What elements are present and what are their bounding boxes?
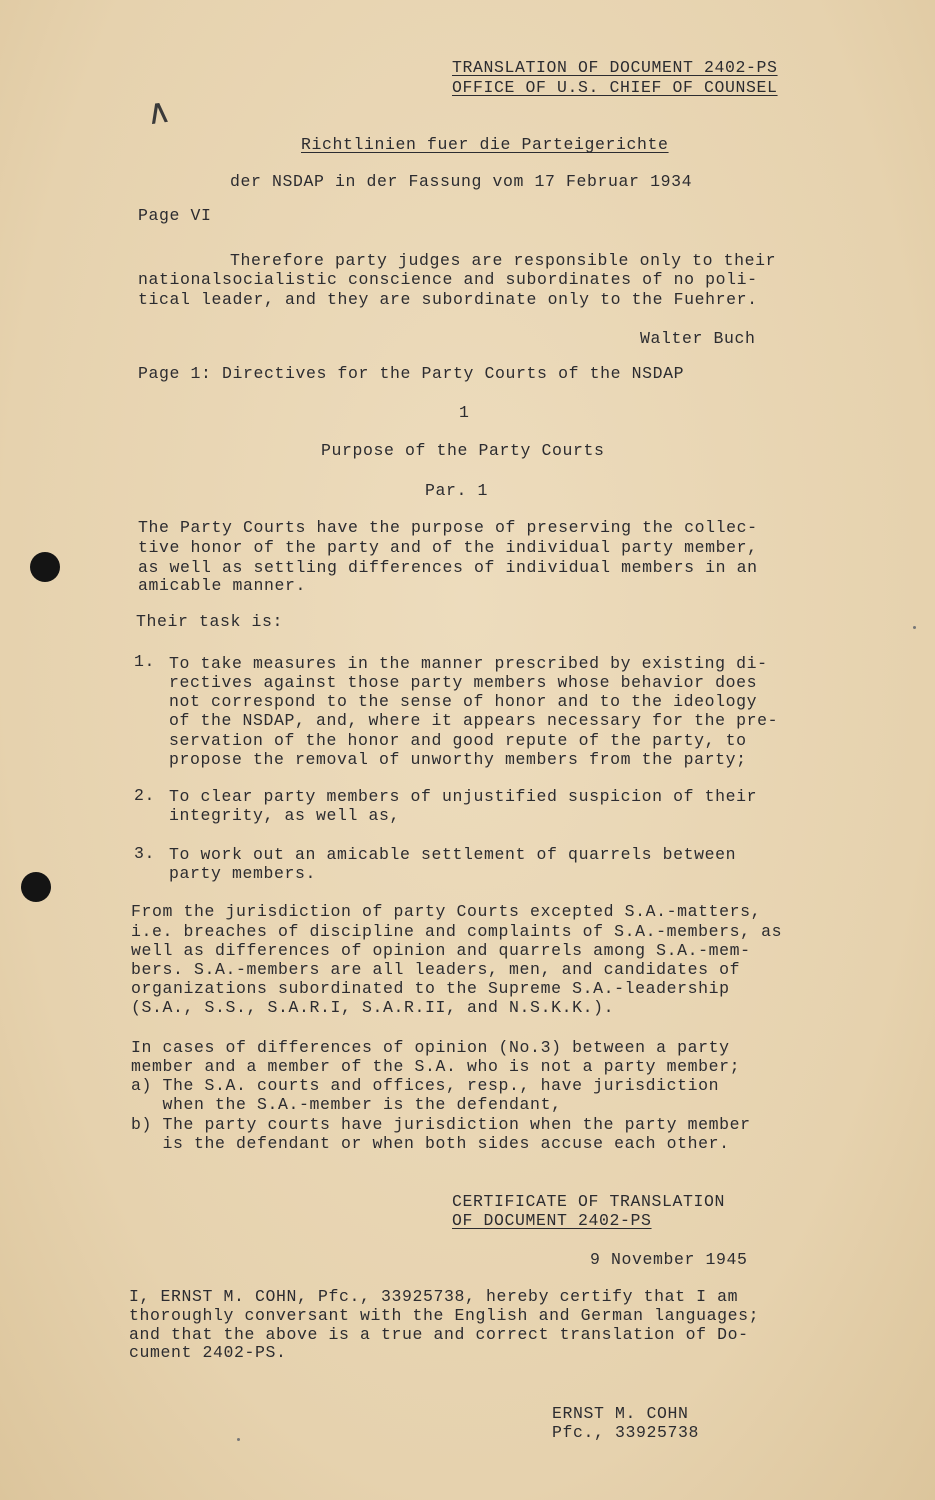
signer-rank: Pfc., 33925738 xyxy=(552,1423,700,1442)
body-line: as well as settling differences of individual members in an xyxy=(138,558,758,577)
body-line: From the jurisdiction of party Courts excepted S.A.-matters, xyxy=(131,902,762,921)
list-item-line: To work out an amicable settlement of quarrels between xyxy=(169,845,737,864)
certificate-line: thoroughly conversant with the English and German languages; xyxy=(129,1306,760,1325)
punch-hole-top xyxy=(30,552,60,582)
speck xyxy=(237,1438,240,1441)
body-line: organizations subordinated to the Supreme S.A.-leadership xyxy=(131,979,730,998)
list-item-line: propose the removal of unworthy members from the party; xyxy=(169,750,747,769)
list-item-line: servation of the honor and good repute of the party, to xyxy=(169,731,747,750)
list-item-line: To take measures in the manner prescribed by existing di- xyxy=(169,654,768,673)
paragraph-number: Par. 1 xyxy=(425,481,489,500)
list-item-number: 1. xyxy=(134,652,156,671)
body-line: tive honor of the party and of the individual party member, xyxy=(138,538,758,557)
header-line-2: OFFICE OF U.S. CHIEF OF COUNSEL xyxy=(452,78,778,97)
certificate-heading-2: OF DOCUMENT 2402-PS xyxy=(452,1211,652,1230)
signer-name: ERNST M. COHN xyxy=(552,1404,689,1423)
body-line: amicable manner. xyxy=(138,576,307,595)
signature-name: Walter Buch xyxy=(640,329,756,348)
paragraph-line: tical leader, and they are subordinate only to the Fuehrer. xyxy=(138,290,758,309)
handwritten-mark: ∧ xyxy=(143,90,174,134)
body-line: a) The S.A. courts and offices, resp., have jurisdiction xyxy=(131,1076,720,1095)
punch-hole-bottom xyxy=(21,872,51,902)
body-line: bers. S.A.-members are all leaders, men, and candidates of xyxy=(131,960,741,979)
list-item-line: integrity, as well as, xyxy=(169,806,401,825)
section-title: Purpose of the Party Courts xyxy=(321,441,605,460)
page-heading: Page 1: Directives for the Party Courts of the NSDAP xyxy=(138,364,685,383)
header-line-1: TRANSLATION OF DOCUMENT 2402-PS xyxy=(452,58,778,77)
certificate-heading-1: CERTIFICATE OF TRANSLATION xyxy=(452,1192,726,1211)
body-line: b) The party courts have jurisdiction when the party member xyxy=(131,1115,751,1134)
certificate-date: 9 November 1945 xyxy=(590,1250,748,1269)
certificate-line: I, ERNST M. COHN, Pfc., 33925738, hereby certify that I am xyxy=(129,1287,739,1306)
body-line: i.e. breaches of discipline and complaints of S.A.-members, as xyxy=(131,922,783,941)
document-title: Richtlinien fuer die Parteigerichte xyxy=(301,135,669,154)
body-line: when the S.A.-member is the defendant, xyxy=(131,1095,562,1114)
certificate-line: cument 2402-PS. xyxy=(129,1343,287,1362)
list-item-line: not correspond to the sense of honor and to the ideology xyxy=(169,692,758,711)
task-heading: Their task is: xyxy=(136,612,284,631)
list-item-number: 3. xyxy=(134,844,156,863)
list-item-line: of the NSDAP, and, where it appears necessary for the pre- xyxy=(169,711,779,730)
list-item-line: To clear party members of unjustified suspicion of their xyxy=(169,787,758,806)
paragraph-line: Therefore party judges are responsible only to their xyxy=(230,251,777,270)
body-line: In cases of differences of opinion (No.3) between a party xyxy=(131,1038,730,1057)
list-item-line: party members. xyxy=(169,864,317,883)
paragraph-line: nationalsocialistic conscience and subordinates of no poli- xyxy=(138,270,758,289)
section-number: 1 xyxy=(459,403,470,422)
body-line: member and a member of the S.A. who is not a party member; xyxy=(131,1057,741,1076)
body-line: is the defendant or when both sides accuse each other. xyxy=(131,1134,730,1153)
body-line: well as differences of opinion and quarrels among S.A.-mem- xyxy=(131,941,751,960)
body-line: The Party Courts have the purpose of preserving the collec- xyxy=(138,518,758,537)
speck xyxy=(913,626,916,629)
body-line: (S.A., S.S., S.A.R.I, S.A.R.II, and N.S.K.K.). xyxy=(131,998,615,1017)
certificate-line: and that the above is a true and correct translation of Do- xyxy=(129,1325,749,1344)
page-label: Page VI xyxy=(138,206,212,225)
list-item-number: 2. xyxy=(134,786,156,805)
document-subtitle: der NSDAP in der Fassung vom 17 Februar 1934 xyxy=(230,172,693,191)
list-item-line: rectives against those party members whose behavior does xyxy=(169,673,758,692)
